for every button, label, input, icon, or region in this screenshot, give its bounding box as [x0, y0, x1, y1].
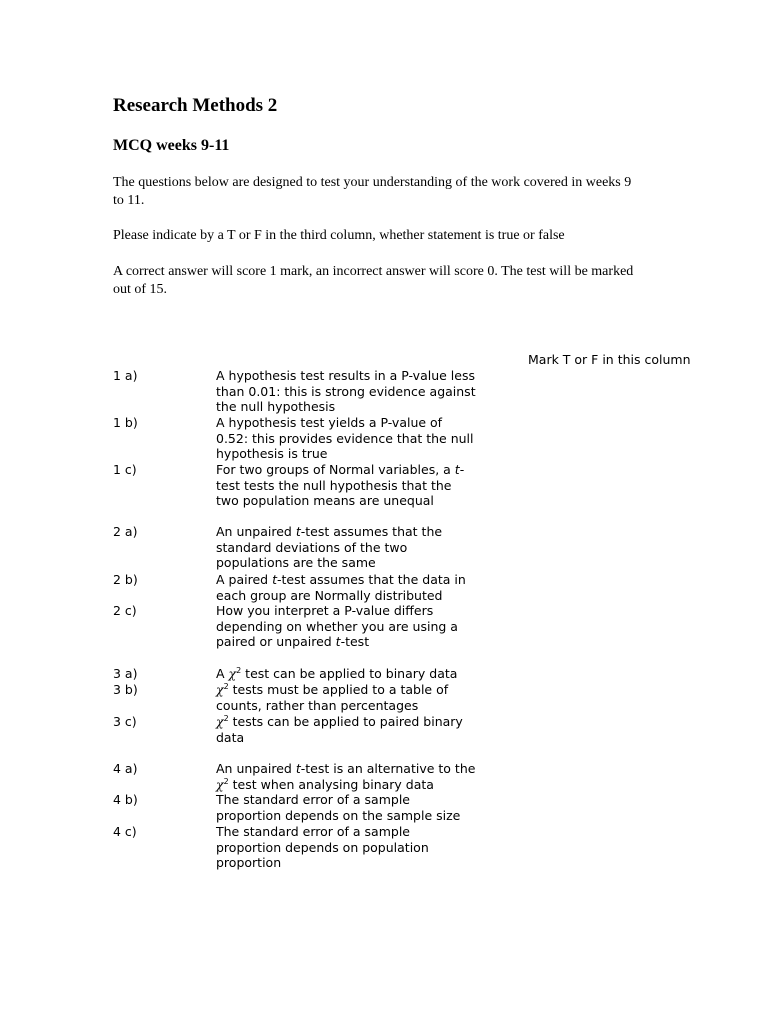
- question-text-segment: test can be applied to binary data: [241, 666, 458, 681]
- page-title: Research Methods 2: [113, 95, 278, 116]
- t-symbol: t: [272, 572, 277, 587]
- question-text-segment: -test assumes that the data in each group are Normally distributed: [216, 572, 466, 603]
- question-label: 4 c): [113, 824, 137, 839]
- question-text: [216, 368, 478, 415]
- chi-symbol: χ: [228, 666, 237, 681]
- question-text: [216, 603, 478, 650]
- question-label: 3 c): [113, 714, 137, 729]
- question-text-segment: test when analysing binary data: [228, 776, 434, 792]
- chi-symbol: χ: [216, 714, 224, 729]
- question-label: 3 a): [113, 666, 138, 681]
- question-text: [216, 524, 478, 571]
- question-text-segment: A paired: [216, 572, 273, 587]
- question-text-segment: A hypothesis test yields a P-value of 0.52: this provides evidence that the null hypothesis is true: [216, 415, 474, 461]
- question-text-segment: tests can be applied to paired binary data: [216, 714, 463, 745]
- question-label: 4 b): [113, 792, 138, 807]
- answer-column-header: Mark T or F in this column: [528, 352, 691, 367]
- chi-symbol: χ: [216, 776, 224, 792]
- t-symbol: t: [454, 462, 460, 477]
- t-symbol: t: [335, 634, 341, 649]
- question-text-segment: A: [216, 666, 229, 681]
- question-text-segment: tests must be applied to a table of counts, rather than percentages: [216, 682, 449, 713]
- question-text: [216, 824, 478, 871]
- question-text-segment: -test tests the null hypothesis that the two population means are unequal: [216, 462, 465, 508]
- question-label: 1 a): [113, 368, 138, 383]
- question-text: [216, 792, 478, 823]
- chi-symbol: χ: [216, 682, 224, 697]
- question-text-segment: -test: [340, 634, 370, 649]
- question-text: [216, 462, 478, 509]
- question-label: 1 c): [113, 462, 137, 477]
- superscript: 2: [236, 666, 242, 675]
- page-subtitle: MCQ weeks 9-11: [113, 137, 230, 154]
- t-symbol: t: [295, 524, 301, 539]
- question-text-segment: The standard error of a sample proportion depends on the sample size: [216, 792, 461, 823]
- question-text-segment: The standard error of a sample proportion depends on population proportion: [216, 824, 429, 870]
- question-text: [216, 666, 478, 682]
- question-text-segment: -test is an alternative to the: [300, 761, 476, 776]
- instruction-paragraph: Please indicate by a T or F in the third column, whether statement is true or false: [113, 228, 565, 243]
- question-text: [216, 572, 478, 603]
- question-text-segment: For two groups of Normal variables, a: [216, 462, 455, 477]
- t-symbol: t: [295, 761, 301, 776]
- question-label: 1 b): [113, 415, 138, 430]
- question-text-segment: An unpaired: [216, 761, 296, 776]
- scoring-paragraph: A correct answer will score 1 mark, an incorrect answer will score 0. The test will be marked out of 15.: [113, 264, 634, 297]
- question-label: 2 b): [113, 572, 138, 587]
- question-label: 2 c): [113, 603, 137, 618]
- superscript: 2: [223, 714, 229, 723]
- question-text: [216, 761, 478, 792]
- superscript: 2: [223, 776, 229, 786]
- question-text: [216, 714, 478, 745]
- question-text: [216, 682, 478, 713]
- superscript: 2: [223, 682, 229, 691]
- question-text-segment: A hypothesis test results in a P-value less than 0.01: this is strong evidence against the null hypothesis: [216, 368, 476, 414]
- question-text-segment: How you interpret a P-value differs depending on whether you are using a paired or unpaired: [216, 603, 458, 649]
- question-text-segment: An unpaired: [216, 524, 296, 539]
- intro-paragraph: The questions below are designed to test your understanding of the work covered in weeks 9 to 11.: [113, 175, 632, 208]
- question-text-segment: -test assumes that the standard deviations of the two populations are the same: [216, 524, 443, 570]
- question-label: 2 a): [113, 524, 138, 539]
- question-label: 4 a): [113, 761, 138, 776]
- question-label: 3 b): [113, 682, 138, 697]
- question-text: [216, 415, 478, 462]
